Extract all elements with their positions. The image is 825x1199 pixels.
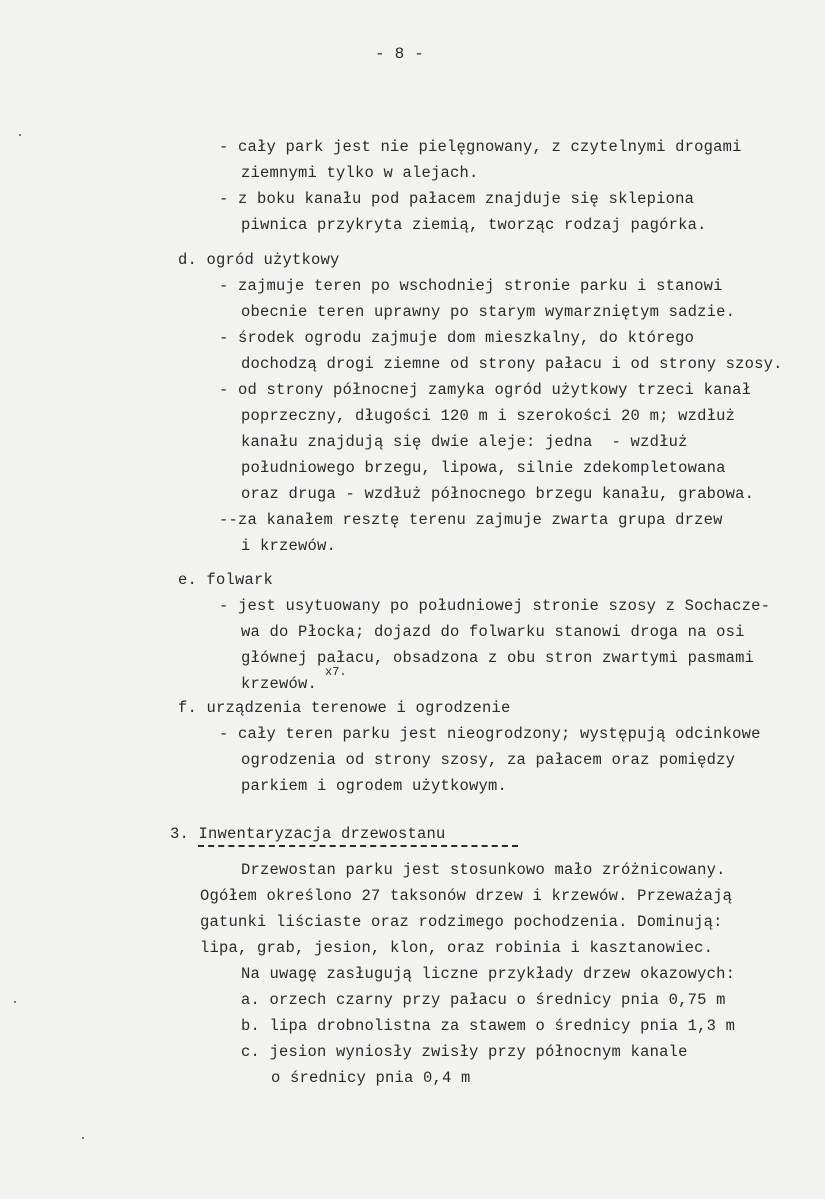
scan-speck — [82, 1137, 84, 1139]
text-line: c. jesion wyniosły zwisły przy północnym kanale — [241, 1043, 688, 1061]
text-line: głównej pałacu, obsadzona z obu stron zwartymi pasmami — [241, 649, 755, 667]
text-line: gatunki liściaste oraz rodzimego pochodzenia. Dominują: — [200, 913, 723, 931]
text-line: Drzewostan parku jest stosunkowo mało zróżnicowany. — [241, 861, 726, 879]
text-line: poprzeczny, długości 120 m i szerokości 20 m; wzdłuż — [241, 407, 736, 425]
text-line: --za kanałem resztę terenu zajmuje zwarta grupa drzew — [219, 511, 723, 529]
section-heading-f: f. urządzenia terenowe i ogrodzenie — [178, 699, 511, 717]
text-line: - zajmuje teren po wschodniej stronie parku i stanowi — [219, 277, 723, 295]
page-number: - 8 - — [375, 45, 425, 63]
text-line: wa do Płocka; dojazd do folwarku stanowi droga na osi — [241, 623, 745, 641]
text-line: Na uwagę zasługują liczne przykłady drzew okazowych: — [241, 965, 736, 983]
scan-speck — [14, 1001, 16, 1003]
text-line: - środek ogrodu zajmuje dom mieszkalny, do którego — [219, 329, 695, 347]
text-line: lipa, grab, jesion, klon, oraz robinia i kasztanowiec. — [200, 939, 714, 957]
text-line: ziemnymi tylko w alejach. — [241, 164, 479, 182]
text-line: Ogółem określono 27 taksonów drzew i krzewów. Przeważają — [200, 887, 733, 905]
text-line: południowego brzegu, lipowa, silnie zdekompletowana — [241, 459, 726, 477]
text-line: kanału znajdują się dwie aleje: jedna - wzdłuż — [241, 433, 688, 451]
text-line: b. lipa drobnolistna za stawem o średnicy pnia 1,3 m — [241, 1017, 736, 1035]
text-line: piwnica przykryta ziemią, tworząc rodzaj pagórka. — [241, 216, 707, 234]
text-line: a. orzech czarny przy pałacu o średnicy pnia 0,75 m — [241, 991, 726, 1009]
text-line: - cały park jest nie pielęgnowany, z czytelnymi drogami — [219, 138, 742, 156]
text-line: krzewów. — [241, 675, 318, 693]
section-heading-d: d. ogród użytkowy — [178, 251, 340, 269]
text-line: i krzewów. — [241, 537, 337, 555]
footnote-mark: x7. — [325, 665, 347, 679]
text-line: oraz druga - wzdłuż północnego brzegu kanału, grabowa. — [241, 485, 755, 503]
text-line: o średnicy pnia 0,4 m — [271, 1069, 471, 1087]
text-line: obecnie teren uprawny po starym wymarzniętym sadzie. — [241, 303, 736, 321]
text-line: ogrodzenia od strony szosy, za pałacem oraz pomiędzy — [241, 751, 736, 769]
text-line: - jest usytuowany po południowej stronie szosy z Sochacze- — [219, 597, 771, 615]
text-line: - od strony północnej zamyka ogród użytkowy trzeci kanał — [219, 381, 752, 399]
scan-speck — [19, 134, 21, 136]
section-heading-e: e. folwark — [178, 571, 274, 589]
text-line: - cały teren parku jest nieogrodzony; występują odcinkowe — [219, 725, 761, 743]
text-line: dochodzą drogi ziemne od strony pałacu i od strony szosy. — [241, 355, 783, 373]
text-line: parkiem i ogrodem użytkowym. — [241, 777, 508, 795]
text-line: - z boku kanału pod pałacem znajduje się sklepiona — [219, 190, 695, 208]
section-heading-3: 3. Inwentaryzacja drzewostanu — [170, 825, 446, 843]
heading-underline — [198, 845, 518, 847]
